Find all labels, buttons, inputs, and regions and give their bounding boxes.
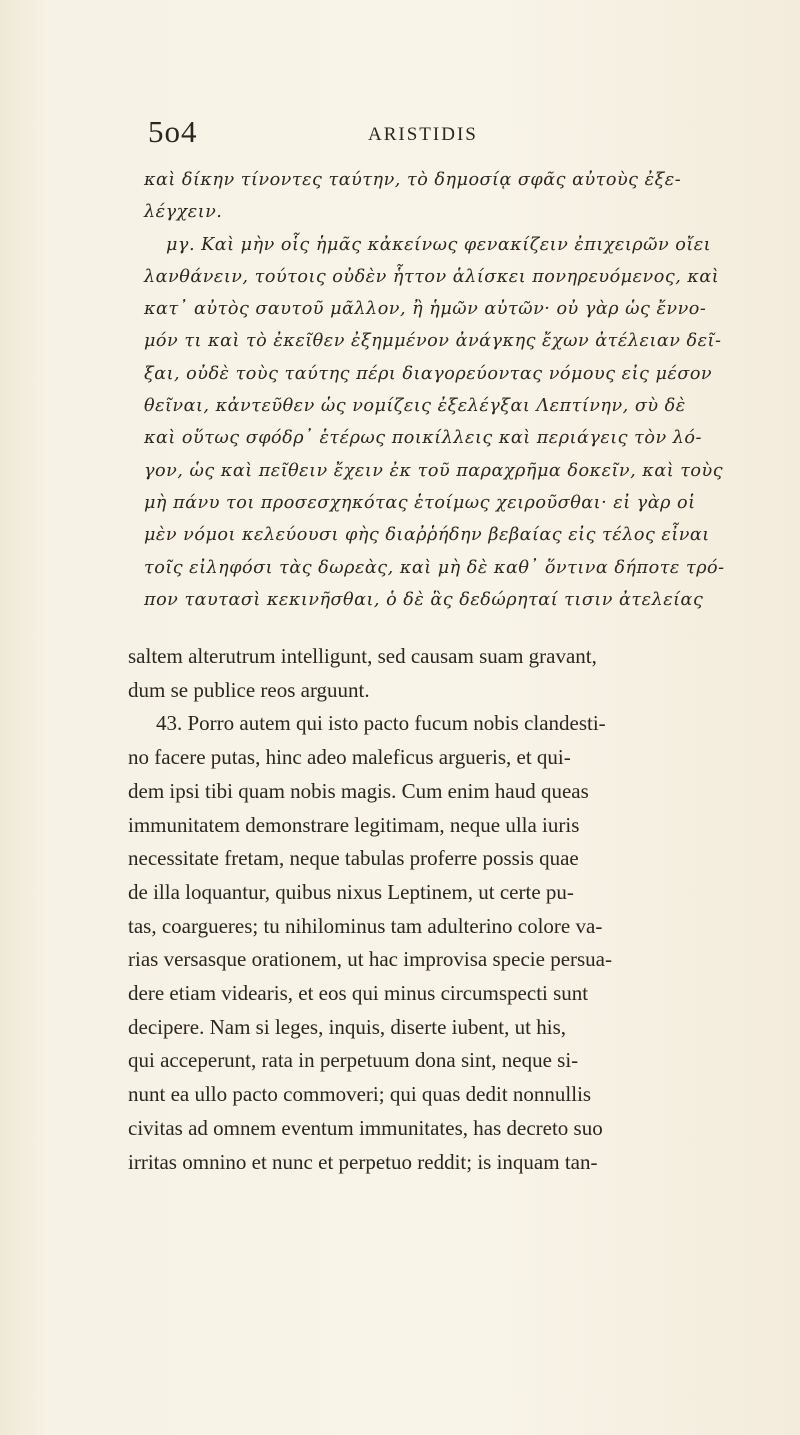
greek-line: μόν τι καὶ τὸ ἐκεῖθεν ἐξημμένον ἀνάγκης ἔχων ἀτέλειαν δεῖ- [144,331,722,352]
page-header [140,114,680,154]
latin-line: qui acceperunt, rata in perpetuum dona sint, neque si- [128,1048,579,1073]
latin-line: de illa loquantur, quibus nixus Leptinem, ut certe pu- [128,879,574,904]
latin-line: saltem alterutrum intelligunt, sed causam suam gravant, [128,644,597,668]
latin-line: civitas ad omnem eventum immunitates, has decreto suo [128,1115,603,1140]
latin-line: 43. Porro autem qui isto pacto fucum nobis clandesti- [156,711,606,736]
greek-line: λανθάνειν, τούτοις οὐδὲν ἧττον ἁλίσκει πονηρευόμενος, καὶ [144,266,720,287]
latin-line: necessitate fretam, neque tabulas proferre possis quae [128,846,579,871]
greek-line: τοῖς εἰληφόσι τὰς δωρεὰς, καὶ μὴ δὲ καθ᾽ ὅντινα δήποτε τρό- [144,557,725,578]
running-title: ARISTIDIS [368,124,478,145]
latin-line: irritas omnino et nunc et perpetuo reddit; is inquam tan- [128,1149,598,1174]
page-number: 5o4 [148,114,198,149]
greek-line: καὶ δίκην τίνοντες ταύτην, τὸ δημοσίᾳ σφᾶς αὐτοὺς ἐξε- [144,170,682,190]
greek-line: μὲν νόμοι κελεύουσι φὴς διαῤῥήδην βεβαίας εἰς τέλος εἶναι [144,525,710,546]
greek-line: πον ταυτασὶ κεκινῆσθαι, ὁ δὲ ἃς δεδώρηταί τισιν ἀτελείας [144,589,704,610]
greek-line: θεῖναι, κἀντεῦθεν ὡς νομίζεις ἐξελέγξαι Λεπτίνην, σὺ δὲ [144,396,686,417]
latin-line: decipere. Nam si leges, inquis, diserte iubent, ut his, [128,1014,566,1039]
latin-text-block [128,640,688,1179]
latin-line: no facere putas, hinc adeo maleficus argueris, et qui- [128,745,571,770]
greek-line: λέγχειν. [144,202,223,223]
latin-line: tas, coargueres; tu nihilominus tam adulterino colore va- [128,913,603,938]
latin-line: nunt ea ullo pacto commoveri; qui quas dedit nonnullis [128,1082,592,1107]
greek-line: γον, ὡς καὶ πεῖθειν ἔχειν ἐκ τοῦ παραχρῆμα δοκεῖν, καὶ τοὺς [144,460,724,481]
latin-line: rias versasque orationem, ut hac improvisa specie persua- [128,947,612,972]
latin-line: dum se publice reos arguunt. [128,677,370,702]
greek-line: καὶ οὕτως σφόδρ᾽ ἑτέρως ποικίλλεις καὶ περιάγεις τὸν λό- [144,428,702,449]
greek-line: κατ᾽ αὐτὸς σαυτοῦ μᾶλλον, ἢ ἡμῶν αὐτῶν· οὐ γὰρ ὡς ἔννο- [144,299,707,320]
greek-line: μγ. Καὶ μὴν οἷς ἡμᾶς κἀκείνως φενακίζειν ἐπιχειρῶν οἴει [166,234,712,255]
latin-line: dem ipsi tibi quam nobis magis. Cum enim haud queas [128,778,589,803]
greek-text-block [144,164,725,616]
latin-line: dere etiam videaris, et eos qui minus circumspecti sunt [128,981,589,1006]
greek-line: μὴ πάνυ τοι προσεσχηκότας ἑτοίμως χειροῦσθαι· εἰ γὰρ οἱ [144,492,696,513]
greek-line: ξαι, οὐδὲ τοὺς ταύτης πέρι διαγορεύοντας νόμους εἰς μέσον [144,363,713,384]
latin-line: immunitatem demonstrare legitimam, neque ulla iuris [128,812,580,837]
